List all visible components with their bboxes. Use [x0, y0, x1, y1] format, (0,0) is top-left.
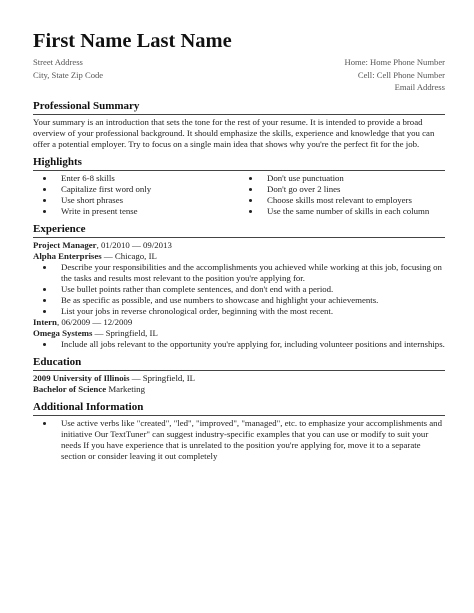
- additional-bullets: [33, 418, 445, 462]
- degree-line: [33, 384, 445, 395]
- job-bullet: • Describe your responsibilities and the accomplishments you achieved while working at this job, focusing on the tasks and results most relevant to the position you're applying for.: [55, 262, 445, 284]
- job-company: Alpha Enterprises: [33, 251, 102, 261]
- applicant-name: First Name Last Name: [33, 30, 232, 52]
- section-divider: [33, 170, 445, 171]
- experience-heading: Experience: [33, 223, 86, 235]
- job-bullets: [33, 262, 445, 317]
- highlights-heading: Highlights: [33, 156, 82, 168]
- job-title-line: [33, 317, 445, 328]
- highlights-section: [33, 156, 445, 217]
- highlight-item: • Use the same number of skills in each column: [261, 206, 445, 217]
- section-divider: [33, 237, 445, 238]
- highlight-item: • Choose skills most relevant to employers: [261, 195, 445, 206]
- job-location: — Springfield, IL: [92, 328, 158, 338]
- education-heading: Education: [33, 356, 82, 368]
- job-entry: [33, 240, 445, 317]
- job-dates: , 01/2010 — 09/2013: [96, 240, 172, 250]
- resume-page: [33, 30, 445, 462]
- job-company: Omega Systems: [33, 328, 93, 338]
- additional-heading: Additional Information: [33, 401, 144, 413]
- home-phone: Home: Home Phone Number: [344, 57, 445, 67]
- education-section: [33, 356, 445, 395]
- phone-email-block: [345, 56, 445, 94]
- summary-text: Your summary is an introduction that sets the tone for the rest of your resume. It is intended to provide a broad overview of your professional background. It should emphasize the skills, experience and knowledge that you can offer a potential employer. Try to focus on a single main idea that shows why you're the perfect fit for the job.: [33, 117, 435, 149]
- highlights-columns: [33, 173, 445, 217]
- job-bullets: [33, 339, 445, 350]
- job-location: — Chicago, IL: [101, 251, 157, 261]
- cell-phone: Cell: Cell Phone Number: [357, 69, 445, 80]
- email-address: Email Address: [394, 82, 445, 93]
- job-dates: , 06/2009 — 12/2009: [56, 317, 133, 327]
- section-divider: [33, 415, 445, 416]
- job-bullet: • List your jobs in reverse chronological order, beginning with the most recent.: [55, 306, 445, 317]
- school-line: [33, 373, 445, 384]
- school-location: — Springfield, IL: [129, 373, 196, 383]
- highlights-left-column: [33, 173, 239, 217]
- degree-major: Marketing: [106, 384, 145, 394]
- contact-block: [33, 56, 445, 94]
- highlight-item: • Don't use punctuation: [261, 173, 445, 184]
- job-company-line: [33, 328, 445, 339]
- job-bullet: • Use bullet points rather than complete sentences, and don't end with a period.: [55, 284, 445, 295]
- summary-heading: Professional Summary: [33, 100, 140, 112]
- job-company-line: [33, 251, 445, 262]
- experience-section: [33, 223, 445, 350]
- street-address: Street Address: [33, 57, 83, 67]
- job-bullet: • Include all jobs relevant to the opportunity you're applying for, including volunteer positions and internships.: [55, 339, 445, 350]
- job-bullet: • Be as specific as possible, and use numbers to showcase and highlight your achievements.: [55, 295, 445, 306]
- highlight-item: • Capitalize first word only: [55, 184, 239, 195]
- highlight-item: • Enter 6-8 skills: [55, 173, 239, 184]
- additional-bullet: • Use active verbs like "created", "led", "improved", "managed", etc. to emphasize your accomplishments and initiative Our TextTuner" can suggest industry-specific examples that you can use or modify to suit your needs If you have experience that is unrelated to the position you're applying for, move it to a separate section or consider leaving it out completely: [55, 418, 445, 462]
- degree-name: Bachelor of Science: [33, 384, 107, 394]
- summary-section: [33, 100, 445, 150]
- highlight-item: • Use short phrases: [55, 195, 239, 206]
- section-divider: [33, 370, 445, 371]
- address-block: [33, 56, 103, 81]
- city-state-zip: City, State Zip Code: [33, 69, 104, 80]
- section-divider: [33, 114, 445, 115]
- job-role: Intern: [33, 317, 57, 327]
- job-entry: [33, 317, 445, 350]
- school-name: 2009 University of Illinois: [33, 373, 130, 383]
- additional-section: [33, 401, 445, 462]
- highlight-item: • Write in present tense: [55, 206, 239, 217]
- highlights-right-column: [239, 173, 445, 217]
- highlight-item: • Don't go over 2 lines: [261, 184, 445, 195]
- job-title-line: [33, 240, 445, 251]
- job-role: Project Manager: [33, 240, 97, 250]
